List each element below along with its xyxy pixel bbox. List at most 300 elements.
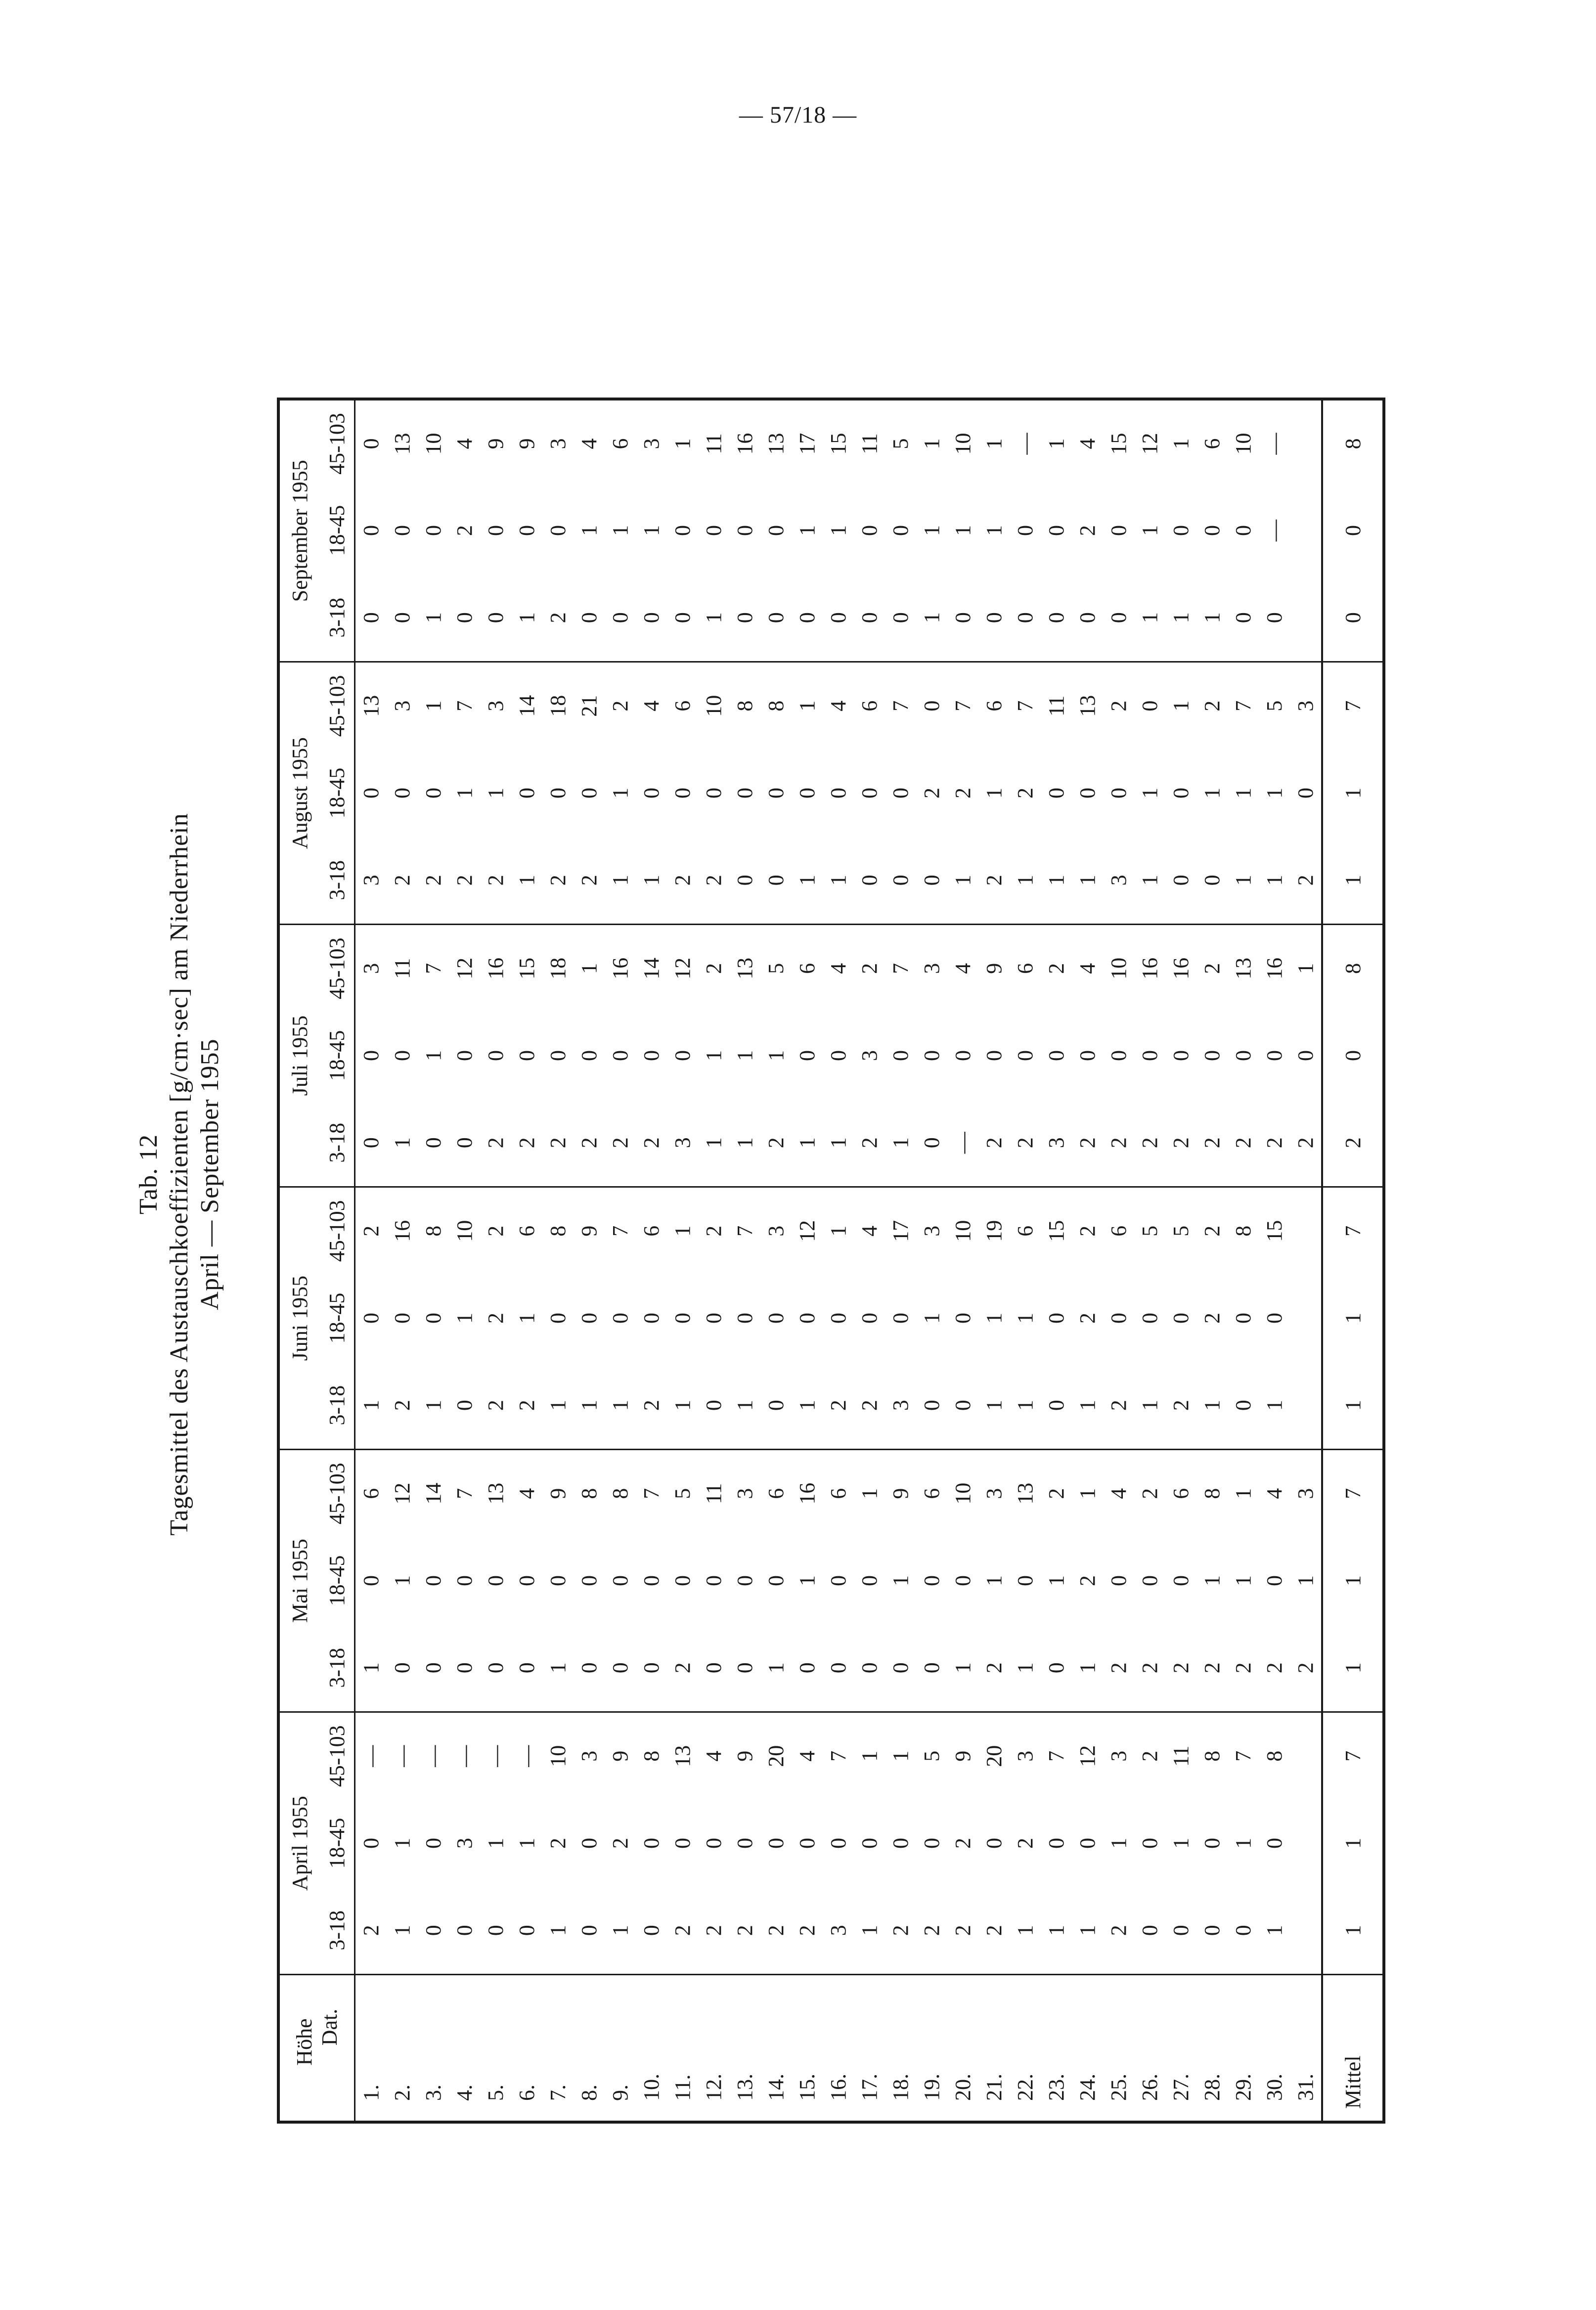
height-subheader: 18-45 bbox=[324, 1818, 349, 1869]
value-cell: 0 bbox=[826, 1575, 850, 1586]
value-cell: 0 bbox=[421, 1137, 445, 1149]
mittel-value-cell: 7 bbox=[1322, 662, 1384, 750]
value-cell: 2 bbox=[1075, 1575, 1100, 1586]
value-cell: 2 bbox=[857, 1137, 882, 1149]
value-cell: 1 bbox=[1075, 1662, 1100, 1674]
value-cell: 11 bbox=[698, 1450, 729, 1537]
value-cell: 1 bbox=[639, 875, 664, 886]
value-cell: 2 bbox=[1107, 1137, 1131, 1149]
value-cell: 0 bbox=[857, 1662, 882, 1674]
value-cell: 0 bbox=[1107, 1575, 1131, 1586]
value-cell: 12 bbox=[1072, 1712, 1103, 1800]
value-cell: 4 bbox=[1259, 1450, 1290, 1537]
value-cell: 1 bbox=[1044, 438, 1068, 449]
value-cell: 0 bbox=[608, 1313, 632, 1324]
value-cell: 0 bbox=[452, 1662, 477, 1674]
value-cell: 1 bbox=[1262, 875, 1286, 886]
value-cell: 2 bbox=[1197, 662, 1228, 750]
value-cell: 1 bbox=[1013, 1925, 1037, 1936]
value-cell: 2 bbox=[888, 1925, 913, 1936]
table-row bbox=[1072, 400, 1103, 2123]
table-row bbox=[1165, 400, 1197, 2123]
value-cell: 2 bbox=[698, 925, 729, 1012]
value-cell: 9 bbox=[729, 1712, 760, 1800]
value-cell: 0 bbox=[857, 1313, 882, 1324]
value-cell: 0 bbox=[639, 612, 664, 623]
date-cell: 29. bbox=[1228, 1975, 1259, 2123]
value-cell: 0 bbox=[670, 525, 695, 536]
value-cell: 7 bbox=[605, 1187, 636, 1275]
value-cell: 1 bbox=[1044, 1925, 1068, 1936]
value-cell: 1 bbox=[1231, 1838, 1255, 1849]
value-cell: 0 bbox=[390, 1662, 414, 1674]
value-cell: 8 bbox=[1197, 1450, 1228, 1537]
value-cell: 1 bbox=[608, 1400, 632, 1411]
value-cell: 1 bbox=[1138, 1400, 1162, 1411]
value-cell: 4 bbox=[636, 662, 667, 750]
value-cell: 10 bbox=[698, 662, 729, 750]
value-cell: 17 bbox=[885, 1187, 916, 1275]
value-cell: 1 bbox=[764, 1050, 788, 1061]
value-cell: 0 bbox=[1044, 525, 1068, 536]
mittel-value-cell: 1 bbox=[1322, 1887, 1384, 1975]
value-cell: 0 bbox=[484, 1050, 508, 1061]
value-cell: 2 bbox=[546, 1137, 570, 1149]
value-cell: 10 bbox=[542, 1712, 574, 1800]
value-cell: 1 bbox=[1107, 1838, 1131, 1849]
value-cell: 0 bbox=[982, 1050, 1006, 1061]
value-cell: 1 bbox=[608, 788, 632, 799]
value-cell: 0 bbox=[359, 1137, 383, 1149]
value-cell: 0 bbox=[639, 1050, 664, 1061]
value-cell: 0 bbox=[1107, 1313, 1131, 1324]
value-cell: 2 bbox=[1293, 1137, 1318, 1149]
value-cell: 0 bbox=[359, 788, 383, 799]
value-cell: 0 bbox=[733, 1313, 757, 1324]
value-cell: 1 bbox=[1200, 1400, 1224, 1411]
value-cell bbox=[1290, 400, 1322, 487]
value-cell: 1 bbox=[390, 1137, 414, 1149]
value-cell: 0 bbox=[1200, 1050, 1224, 1061]
value-cell: 0 bbox=[1169, 788, 1193, 799]
value-cell: 1 bbox=[733, 1137, 757, 1149]
table-row bbox=[792, 400, 823, 2123]
value-cell: 0 bbox=[670, 1575, 695, 1586]
value-cell: 2 bbox=[795, 1925, 819, 1936]
value-cell: 3 bbox=[826, 1925, 850, 1936]
value-cell: 2 bbox=[982, 1925, 1006, 1936]
value-cell: 2 bbox=[982, 1662, 1006, 1674]
value-cell: 2 bbox=[1013, 1838, 1037, 1849]
value-cell: 2 bbox=[764, 1137, 788, 1149]
value-cell: 7 bbox=[947, 662, 978, 750]
value-cell: 2 bbox=[452, 525, 477, 536]
value-cell: 1 bbox=[574, 925, 605, 1012]
value-cell: 1 bbox=[1262, 788, 1286, 799]
date-cell: 7. bbox=[542, 1975, 574, 2123]
height-subheader: 18-45 bbox=[324, 1555, 349, 1606]
value-cell: 2 bbox=[515, 1137, 539, 1149]
value-cell: 14 bbox=[636, 925, 667, 1012]
value-cell: 2 bbox=[1138, 1662, 1162, 1674]
value-cell: 1 bbox=[888, 1137, 913, 1149]
value-cell: 1 bbox=[1290, 925, 1322, 1012]
value-cell: 0 bbox=[733, 1575, 757, 1586]
date-cell: 4. bbox=[449, 1975, 480, 2123]
value-cell: 1 bbox=[1044, 875, 1068, 886]
value-cell: 0 bbox=[920, 1400, 944, 1411]
value-cell: 5 bbox=[667, 1450, 698, 1537]
value-cell: 9 bbox=[484, 438, 508, 449]
value-cell: 3 bbox=[574, 1712, 605, 1800]
hoehe-label: Höhe bbox=[292, 2018, 316, 2066]
date-cell: 22. bbox=[1010, 1975, 1041, 2123]
value-cell: 8 bbox=[760, 662, 792, 750]
table-row bbox=[698, 400, 729, 2123]
value-cell: 0 bbox=[515, 1662, 539, 1674]
value-cell: 0 bbox=[390, 788, 414, 799]
height-subheader: 3-18 bbox=[324, 1385, 349, 1425]
table-row bbox=[916, 400, 947, 2123]
value-cell: 3 bbox=[857, 1050, 882, 1061]
value-cell: 0 bbox=[764, 788, 788, 799]
value-cell: 1 bbox=[733, 1400, 757, 1411]
value-cell: 3 bbox=[916, 1187, 947, 1275]
value-cell: 1 bbox=[1200, 612, 1224, 623]
value-cell: 12 bbox=[449, 925, 480, 1012]
mittel-label: Mittel bbox=[1322, 1975, 1384, 2123]
value-cell: 2 bbox=[951, 788, 975, 799]
value-cell: 7 bbox=[418, 925, 449, 1012]
value-cell: 0 bbox=[1075, 1838, 1100, 1849]
value-cell bbox=[1290, 1275, 1322, 1362]
value-cell: 2 bbox=[605, 662, 636, 750]
mittel-value-cell: 1 bbox=[1322, 1800, 1384, 1887]
date-cell: 18. bbox=[885, 1975, 916, 2123]
value-cell: 18 bbox=[542, 925, 574, 1012]
value-cell: 2 bbox=[1231, 1662, 1255, 1674]
value-cell: 0 bbox=[1169, 1050, 1193, 1061]
value-cell: 1 bbox=[1169, 1838, 1193, 1849]
table-row bbox=[511, 400, 542, 2123]
value-cell: 0 bbox=[857, 788, 882, 799]
value-cell: 0 bbox=[795, 1313, 819, 1324]
value-cell: 9 bbox=[978, 925, 1010, 1012]
value-cell: 0 bbox=[515, 1575, 539, 1586]
value-cell: 1 bbox=[390, 1575, 414, 1586]
mittel-row bbox=[1322, 400, 1384, 2123]
value-cell: 0 bbox=[857, 525, 882, 536]
value-cell: 0 bbox=[359, 1838, 383, 1849]
value-cell: 3 bbox=[1290, 662, 1322, 750]
value-cell: 0 bbox=[702, 1662, 726, 1674]
value-cell: 0 bbox=[608, 612, 632, 623]
value-cell: 10 bbox=[1231, 433, 1255, 455]
date-cell: 16. bbox=[823, 1975, 854, 2123]
date-cell: 12. bbox=[698, 1975, 729, 2123]
value-cell: 1 bbox=[577, 525, 601, 536]
value-cell: 1 bbox=[452, 788, 477, 799]
value-cell: 0 bbox=[733, 1662, 757, 1674]
value-cell: 0 bbox=[826, 1050, 850, 1061]
date-cell: 17. bbox=[854, 1975, 885, 2123]
table-row bbox=[1010, 400, 1041, 2123]
value-cell: 0 bbox=[702, 1838, 726, 1849]
value-cell: 2 bbox=[1075, 525, 1100, 536]
value-cell: 0 bbox=[920, 875, 944, 886]
value-cell: 0 bbox=[1231, 1925, 1255, 1936]
value-cell: 6 bbox=[1010, 1187, 1041, 1275]
value-cell: 0 bbox=[1169, 1925, 1193, 1936]
value-cell: 1 bbox=[982, 438, 1006, 449]
mittel-value-cell: 0 bbox=[1322, 1012, 1384, 1100]
value-cell: 4 bbox=[823, 925, 854, 1012]
value-cell: 0 bbox=[920, 1662, 944, 1674]
value-cell: 11 bbox=[387, 925, 418, 1012]
value-cell: 1 bbox=[951, 525, 975, 536]
value-cell: 0 bbox=[1013, 1575, 1037, 1586]
value-cell: 0 bbox=[577, 1575, 601, 1586]
value-cell: 2 bbox=[1041, 1450, 1072, 1537]
value-cell: 2 bbox=[1138, 1137, 1162, 1149]
value-cell: 1 bbox=[1200, 788, 1224, 799]
value-cell: 5 bbox=[1165, 1187, 1197, 1275]
value-cell: 14 bbox=[418, 1450, 449, 1537]
date-cell: 14. bbox=[760, 1975, 792, 2123]
value-cell: 0 bbox=[1134, 662, 1165, 750]
height-subheader: 18-45 bbox=[324, 1292, 349, 1344]
height-subheader: 3-18 bbox=[324, 860, 349, 900]
value-cell: 16 bbox=[387, 1187, 418, 1275]
value-cell: 1 bbox=[639, 525, 664, 536]
value-cell: 0 bbox=[546, 788, 570, 799]
value-cell: 2 bbox=[546, 875, 570, 886]
value-cell: 0 bbox=[390, 612, 414, 623]
value-cell: 0 bbox=[577, 612, 601, 623]
value-cell: 1 bbox=[1075, 875, 1100, 886]
value-cell: 15 bbox=[826, 433, 850, 455]
date-cell: 23. bbox=[1041, 1975, 1072, 2123]
value-cell: 0 bbox=[916, 662, 947, 750]
value-cell: 2 bbox=[1107, 1400, 1131, 1411]
value-cell: 0 bbox=[421, 1925, 445, 1936]
value-cell: 2 bbox=[546, 612, 570, 623]
value-cell: 15 bbox=[1107, 433, 1131, 455]
value-cell: 0 bbox=[702, 788, 726, 799]
value-cell: 0 bbox=[359, 1313, 383, 1324]
value-cell: 1 bbox=[1138, 612, 1162, 623]
value-cell: 8 bbox=[574, 1450, 605, 1537]
table-row bbox=[1259, 400, 1290, 2123]
table-row bbox=[1134, 400, 1165, 2123]
value-cell: 2 bbox=[1262, 1137, 1286, 1149]
date-cell: 30. bbox=[1259, 1975, 1290, 2123]
rotated-table-area bbox=[133, 225, 1365, 2124]
value-cell: 13 bbox=[355, 662, 387, 750]
value-cell: 13 bbox=[764, 433, 788, 455]
value-cell: 2 bbox=[546, 1838, 570, 1849]
value-cell: 1 bbox=[1044, 1575, 1068, 1586]
value-cell: 9 bbox=[605, 1712, 636, 1800]
value-cell: 0 bbox=[951, 1313, 975, 1324]
value-cell: 2 bbox=[484, 1313, 508, 1324]
value-cell: 3 bbox=[1010, 1712, 1041, 1800]
value-cell: 1 bbox=[795, 525, 819, 536]
value-cell: 0 bbox=[452, 612, 477, 623]
height-subheader: 3-18 bbox=[324, 597, 349, 638]
value-cell: 1 bbox=[733, 1050, 757, 1061]
value-cell: 1 bbox=[608, 1925, 632, 1936]
value-cell: 0 bbox=[1293, 788, 1318, 799]
value-cell: 0 bbox=[888, 1662, 913, 1674]
value-cell: 2 bbox=[1072, 1187, 1103, 1275]
month-header: August 1955 bbox=[278, 662, 319, 925]
value-cell: 19 bbox=[978, 1187, 1010, 1275]
value-cell: 0 bbox=[484, 525, 508, 536]
value-cell: 0 bbox=[577, 1050, 601, 1061]
value-cell: 17 bbox=[795, 433, 819, 455]
value-cell: 1 bbox=[418, 662, 449, 750]
value-cell: 6 bbox=[1200, 438, 1224, 449]
value-cell: 6 bbox=[792, 925, 823, 1012]
value-cell: 0 bbox=[484, 1925, 508, 1936]
value-cell: 7 bbox=[885, 662, 916, 750]
value-cell: 6 bbox=[355, 1450, 387, 1537]
value-cell: 0 bbox=[1169, 875, 1193, 886]
value-cell: 2 bbox=[1013, 1137, 1037, 1149]
table-row bbox=[387, 400, 418, 2123]
value-cell: 0 bbox=[1200, 1925, 1224, 1936]
value-cell: 1 bbox=[702, 1050, 726, 1061]
value-cell: 1 bbox=[515, 1838, 539, 1849]
value-cell: 1 bbox=[1231, 1575, 1255, 1586]
mittel-value-cell: 1 bbox=[1322, 1537, 1384, 1625]
value-cell: 0 bbox=[857, 875, 882, 886]
value-cell: — bbox=[951, 1132, 975, 1154]
value-cell: 0 bbox=[1075, 788, 1100, 799]
value-cell: 0 bbox=[795, 1838, 819, 1849]
value-cell: 1 bbox=[1228, 1450, 1259, 1537]
value-cell: 8 bbox=[1228, 1187, 1259, 1275]
value-cell: 0 bbox=[1044, 1050, 1068, 1061]
value-cell: 0 bbox=[515, 788, 539, 799]
value-cell: 3 bbox=[1107, 875, 1131, 886]
value-cell: 0 bbox=[1138, 1313, 1162, 1324]
value-cell: 0 bbox=[452, 1137, 477, 1149]
value-cell: 7 bbox=[1228, 1712, 1259, 1800]
table-row bbox=[854, 400, 885, 2123]
value-cell: 6 bbox=[854, 662, 885, 750]
value-cell: 0 bbox=[670, 1050, 695, 1061]
value-cell: 1 bbox=[452, 1313, 477, 1324]
value-cell: 0 bbox=[764, 1313, 788, 1324]
value-cell: 0 bbox=[857, 1838, 882, 1849]
value-cell: 0 bbox=[1200, 875, 1224, 886]
mittel-value-cell: 7 bbox=[1322, 1712, 1384, 1800]
value-cell: 2 bbox=[764, 1925, 788, 1936]
value-cell: 16 bbox=[480, 925, 511, 1012]
value-cell: 2 bbox=[421, 875, 445, 886]
value-cell: 2 bbox=[1103, 662, 1134, 750]
value-cell: 0 bbox=[1231, 1313, 1255, 1324]
value-cell: 0 bbox=[639, 1925, 664, 1936]
date-cell: 25. bbox=[1103, 1975, 1134, 2123]
value-cell: 0 bbox=[888, 612, 913, 623]
value-cell: 0 bbox=[1075, 1050, 1100, 1061]
value-cell: — bbox=[480, 1712, 511, 1800]
table-title: Tagesmittel des Austauschkoeffizienten [g/cm·sec] am Niederrhein bbox=[165, 813, 193, 1536]
value-cell: 2 bbox=[982, 1137, 1006, 1149]
value-cell: 0 bbox=[888, 788, 913, 799]
value-cell: 2 bbox=[608, 1838, 632, 1849]
value-cell: 0 bbox=[733, 525, 757, 536]
value-cell: 0 bbox=[639, 1575, 664, 1586]
value-cell: 2 bbox=[1134, 1450, 1165, 1537]
table-subtitle: April — September 1955 bbox=[196, 1038, 224, 1310]
value-cell: 3 bbox=[670, 1137, 695, 1149]
value-cell: 1 bbox=[421, 1050, 445, 1061]
value-cell: 0 bbox=[452, 1925, 477, 1936]
value-cell bbox=[1290, 1712, 1322, 1800]
page-number: — 57/18 — bbox=[739, 102, 857, 128]
value-cell: 1 bbox=[920, 525, 944, 536]
value-cell: 1 bbox=[1138, 788, 1162, 799]
date-cell: 19. bbox=[916, 1975, 947, 2123]
value-cell: 5 bbox=[760, 925, 792, 1012]
value-cell: 13 bbox=[480, 1450, 511, 1537]
value-cell: 1 bbox=[823, 1187, 854, 1275]
value-cell: 15 bbox=[511, 925, 542, 1012]
value-cell: 0 bbox=[670, 612, 695, 623]
value-cell: 7 bbox=[729, 1187, 760, 1275]
value-cell: 7 bbox=[1010, 662, 1041, 750]
value-cell: 0 bbox=[670, 1838, 695, 1849]
value-cell: 1 bbox=[854, 1712, 885, 1800]
value-cell: 1 bbox=[1072, 1450, 1103, 1537]
value-cell: 1 bbox=[577, 1400, 601, 1411]
table-row bbox=[823, 400, 854, 2123]
value-cell: 2 bbox=[857, 1400, 882, 1411]
value-cell: 2 bbox=[1293, 1662, 1318, 1674]
value-cell: 6 bbox=[978, 662, 1010, 750]
value-cell: 2 bbox=[951, 1925, 975, 1936]
value-cell: 0 bbox=[951, 1575, 975, 1586]
value-cell: 0 bbox=[639, 1313, 664, 1324]
value-cell: 4 bbox=[792, 1712, 823, 1800]
table-titles bbox=[133, 225, 257, 2124]
value-cell: 0 bbox=[888, 875, 913, 886]
value-cell: 3 bbox=[729, 1450, 760, 1537]
value-cell: 9 bbox=[947, 1712, 978, 1800]
value-cell: 2 bbox=[1231, 1137, 1255, 1149]
value-cell: 1 bbox=[359, 1400, 383, 1411]
value-cell: 16 bbox=[1134, 925, 1165, 1012]
value-cell: 2 bbox=[1197, 925, 1228, 1012]
table-row bbox=[449, 400, 480, 2123]
value-cell: 0 bbox=[546, 1575, 570, 1586]
value-cell: 0 bbox=[546, 1313, 570, 1324]
value-cell: 0 bbox=[920, 1137, 944, 1149]
value-cell: 8 bbox=[1259, 1712, 1290, 1800]
date-cell: 15. bbox=[792, 1975, 823, 2123]
value-cell: 0 bbox=[826, 788, 850, 799]
date-cell: 11. bbox=[667, 1975, 698, 2123]
value-cell: 0 bbox=[390, 525, 414, 536]
table-row bbox=[1228, 400, 1259, 2123]
value-cell: 0 bbox=[452, 1050, 477, 1061]
height-subheader: 18-45 bbox=[324, 767, 349, 819]
value-cell: 0 bbox=[888, 1313, 913, 1324]
